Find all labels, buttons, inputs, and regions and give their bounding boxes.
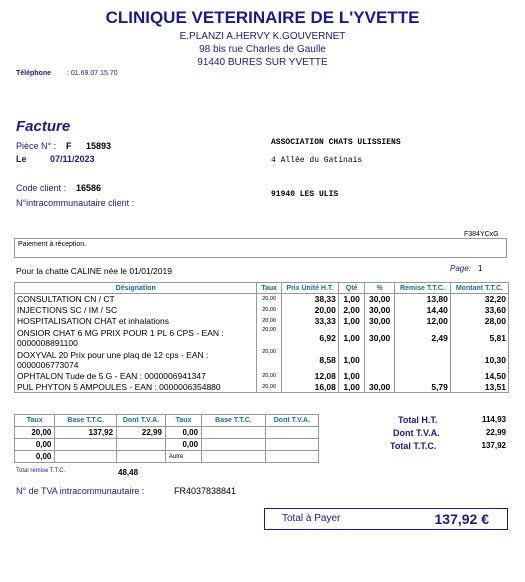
vat-col-tva-2: Dont T.V.A.	[265, 415, 318, 427]
cell-rate: 20,00	[257, 305, 281, 316]
client-code: 16586	[76, 183, 102, 193]
cell-unit-price: 6,92	[281, 327, 338, 349]
total-tva-value: 22,99	[485, 428, 506, 437]
vat-cell: 137,92	[55, 427, 117, 439]
page-number: 1	[478, 264, 483, 273]
cell-unit-price: 16,08	[281, 382, 338, 393]
table-row	[15, 305, 509, 316]
cell-percent: 30,00	[365, 294, 395, 305]
cell-amount: 10,30	[450, 349, 508, 371]
vat-cell: 20,00	[15, 427, 55, 439]
cell-designation: PUL PHYTON 5 AMPOULES - EAN : 0000006354880	[15, 382, 257, 393]
cell-percent: 30,00	[365, 327, 395, 349]
table-row	[15, 439, 319, 451]
cell-discount	[394, 349, 450, 371]
table-row	[15, 451, 319, 463]
clinic-vets: E.PLANZI A.HERVY K.GOUVERNET	[179, 31, 346, 42]
piece-number: 15893	[86, 141, 112, 151]
payment-note-box	[14, 238, 507, 258]
table-row	[15, 327, 509, 349]
invoice-subject: Pour la chatte CALINE née le 01/01/2019	[16, 266, 172, 276]
cell-rate: 20,00	[257, 327, 281, 349]
vat-cell	[117, 451, 166, 463]
col-header-amount: Montant T.T.C.	[450, 283, 508, 294]
cell-qty: 1,00	[338, 316, 364, 327]
cell-discount: 12,00	[394, 316, 450, 327]
total-ttc-value: 137,92	[481, 441, 506, 450]
total-ttc-label: Total T.T.C.	[390, 441, 437, 451]
table-row	[15, 316, 509, 327]
cell-discount: 5,79	[394, 382, 450, 393]
cell-designation: INJECTIONS SC / IM / SC	[15, 305, 257, 316]
vat-cell: 0,00	[165, 427, 201, 439]
cell-unit-price: 8,58	[281, 349, 338, 371]
recipient-city: 91940 LES ULIS	[271, 190, 339, 199]
invoice-date: 07/11/2023	[50, 154, 95, 164]
cell-discount: 13,80	[394, 294, 450, 305]
vat-cell	[202, 427, 266, 439]
cell-rate: 20,00	[257, 294, 281, 305]
vat-cell: 0,00	[15, 439, 55, 451]
cell-rate: 20,00	[257, 349, 281, 371]
table-row	[15, 427, 319, 439]
vat-col-tva-1: Dont T.V.A.	[117, 415, 166, 427]
payment-note: Paiement à réception.	[18, 241, 87, 248]
page-label: Page:	[450, 264, 471, 273]
vat-header-row	[15, 415, 319, 427]
cell-unit-price: 33,33	[281, 316, 338, 327]
vat-cell: 0,00	[15, 451, 55, 463]
client-vat-label: N°intracommunautaire client :	[16, 198, 135, 208]
vat-col-rate-2: Taux	[165, 415, 201, 427]
col-header-unit-price: Prix Unité H.T.	[281, 283, 338, 294]
vat-cell	[265, 451, 318, 463]
total-ht-value: 114,93	[481, 415, 506, 424]
cell-designation: CONSULTATION CN / CT	[15, 294, 257, 305]
cell-amount: 33,60	[450, 305, 508, 316]
cell-qty: 1,00	[338, 371, 364, 382]
cell-percent	[365, 371, 395, 382]
cell-rate: 20,00	[257, 382, 281, 393]
cell-amount: 14,50	[450, 371, 508, 382]
total-to-pay-value: 137,92 €	[434, 511, 489, 527]
vat-col-base-2: Base T.T.C.	[202, 415, 266, 427]
cell-percent: 30,00	[365, 382, 395, 393]
cell-designation: DOXYVAL 20 Prix pour une plaq de 12 cps - EAN : 0000006773074	[15, 349, 257, 371]
total-tva-label: Dont T.V.A.	[393, 428, 440, 438]
table-row	[15, 349, 509, 371]
col-header-rate: Taux	[257, 283, 281, 294]
vat-col-rate-1: Taux	[15, 415, 55, 427]
cell-designation: ONSIOR CHAT 6 MG PRIX POUR 1 PL 6 CPS - EAN : 0000008891100	[15, 327, 257, 349]
vat-cell	[202, 439, 266, 451]
col-header-designation: Désignation	[15, 283, 257, 294]
total-discount-label: Total remise T.T.C.	[16, 468, 66, 474]
invoice-lines-table	[14, 282, 509, 393]
clinic-name: CLINIQUE VETERINAIRE DE L'YVETTE	[105, 8, 420, 27]
cell-amount: 32,20	[450, 294, 508, 305]
piece-label: Pièce N° :	[16, 141, 57, 151]
cell-qty: 1,00	[338, 382, 364, 393]
lines-header-row	[15, 283, 509, 294]
vat-cell	[265, 439, 318, 451]
table-row	[15, 294, 509, 305]
vat-number: FR4037838841	[174, 486, 237, 496]
vat-cell: 22,99	[117, 427, 166, 439]
total-discount-value: 48,48	[118, 468, 139, 477]
total-ht-label: Total H.T.	[398, 415, 438, 425]
col-header-discount: Remise T.T.C.	[394, 283, 450, 294]
cell-percent: 30,00	[365, 305, 395, 316]
cell-designation: OPHTALON Tude de 5 G - EAN : 0000006941347	[15, 371, 257, 382]
recipient-street: 4 Allée du Gatinais	[271, 156, 363, 165]
vat-cell	[265, 427, 318, 439]
cell-percent: 30,00	[365, 316, 395, 327]
col-header-qty: Qté	[338, 283, 364, 294]
vat-number-label: N° de TVA intracommunautaire :	[16, 486, 145, 496]
cell-qty: 2,00	[338, 305, 364, 316]
cell-discount	[394, 371, 450, 382]
cell-qty: 1,00	[338, 349, 364, 371]
vat-cell: Autre	[165, 451, 201, 463]
cell-unit-price: 38,33	[281, 294, 338, 305]
client-code-label: Code client :	[16, 183, 67, 193]
clinic-address-line1: 98 bis rue Charles de Gaulle	[199, 44, 326, 55]
invoice-title: Facture	[16, 118, 71, 135]
cell-designation: HOSPITALISATION CHAT et inhalations	[15, 316, 257, 327]
table-row	[15, 371, 509, 382]
cell-unit-price: 12,08	[281, 371, 338, 382]
cell-percent	[365, 349, 395, 371]
vat-cell: 0,00	[165, 439, 201, 451]
table-row	[15, 382, 509, 393]
vat-summary-table	[14, 414, 319, 463]
cell-amount: 13,51	[450, 382, 508, 393]
vat-cell	[55, 439, 117, 451]
date-label: Le	[16, 154, 27, 164]
clinic-address-line2: 91440 BURES SUR YVETTE	[197, 57, 328, 68]
total-to-pay-box	[264, 508, 508, 530]
cell-discount: 14,40	[394, 305, 450, 316]
phone-label: Téléphone	[16, 70, 52, 77]
cell-qty: 1,00	[338, 294, 364, 305]
recipient-name: ASSOCIATION CHATS ULISSIENS	[271, 138, 401, 147]
total-to-pay-label: Total à Payer	[282, 513, 341, 524]
reference-code: F384YCxG	[464, 231, 499, 238]
cell-qty: 1,00	[338, 327, 364, 349]
cell-amount: 28,00	[450, 316, 508, 327]
vat-cell	[117, 439, 166, 451]
phone-number: : 01.69.07.15.70	[67, 70, 118, 77]
cell-amount: 5,81	[450, 327, 508, 349]
vat-cell	[55, 451, 117, 463]
vat-cell	[202, 451, 266, 463]
cell-unit-price: 20,00	[281, 305, 338, 316]
cell-rate: 20,00	[257, 371, 281, 382]
cell-rate: 20,00	[257, 316, 281, 327]
cell-discount: 2,49	[394, 327, 450, 349]
vat-col-base-1: Base T.T.C.	[55, 415, 117, 427]
col-header-percent: %	[365, 283, 395, 294]
piece-prefix: F	[66, 141, 72, 151]
